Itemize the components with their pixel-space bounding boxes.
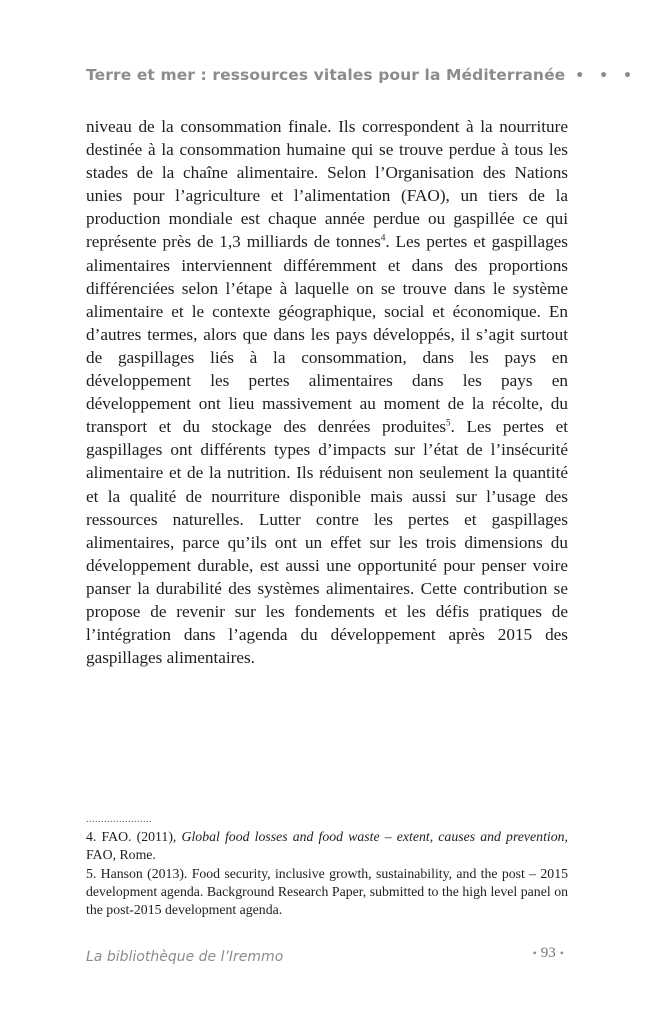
running-header: [86, 66, 637, 84]
footnote-4: [86, 828, 568, 865]
footnote-ref-4[interactable]: 4: [380, 232, 386, 243]
bullet-left-icon: •: [532, 946, 537, 960]
footnote-ref-5[interactable]: 5: [446, 417, 451, 428]
footnote-4-title: Global food losses and food waste – extent, causes and prevention: [181, 829, 565, 844]
footnotes: [86, 828, 568, 919]
footnote-4-suffix: , FAO, Rome.: [86, 829, 568, 863]
body-paragraph: [86, 115, 568, 669]
body-text-part-1: niveau de la consommation finale. Ils correspondent à la nourriture destinée à la consommation humaine qui se trouve perdue à tous les stades de la chaîne alimentaire. Selon l’Organisation des Nations unies pour l’agriculture et l’alimentation (FAO), un tiers de la production mondiale est chaque année perdue ou gaspillée ce qui représente près de 1,3 milliards de tonnes: [86, 117, 568, 252]
page-number-block: [529, 945, 568, 962]
footnote-separator: ......................: [86, 814, 152, 825]
series-title: La bibliothèque de l’Iremmo: [86, 949, 284, 965]
running-footer: [86, 945, 568, 971]
body-text-part-3: . Les pertes et gaspillages ont différents types d’impacts sur l’état de l’insécurité alimentaire et de la nutrition. Ils réduisent non seulement la quantité et la qualité de nourriture disponible mais aussi sur l’usage des ressources naturelles. Lutter contre les pertes et gaspillages alimentaires, parce qu’ils ont un effet sur les trois dimensions du développement durable, est aussi une opportunité pour penser voire panser la durabilité des systèmes alimentaires. Cette contribution se propose de revenir sur les fondements et les défis pratiques de l’intégration dans l’agenda du développement après 2015 des gaspillages alimentaires.: [86, 417, 568, 668]
footnote-4-prefix: 4. FAO. (2011),: [86, 829, 182, 844]
body-text-part-2: . Les pertes et gaspillages alimentaires interviennent différemment et dans des proportions différenciées selon l’étape à laquelle on se trouve dans le système alimentaire et le contexte géographique, social et économique. En d’autres termes, alors que dans les pays développés, il s’agit surtout de gaspillages liés à la consommation, dans les pays en développement les pertes alimentaires dans les pays en développement ont lieu massivement au moment de la récolte, du transport et du stockage des denrées produites: [86, 232, 569, 437]
page-number: 93: [540, 945, 556, 961]
footnote-5: 5. Hanson (2013). Food security, inclusive growth, sustainability, and the post – 2015 development agenda. Background Research Paper, submitted to the high level panel on the post-2015 development agenda.: [86, 865, 568, 918]
header-title: Terre et mer : ressources vitales pour la Méditerranée: [86, 66, 566, 84]
header-ornament: • • •: [575, 68, 637, 84]
bullet-right-icon: •: [559, 946, 564, 960]
